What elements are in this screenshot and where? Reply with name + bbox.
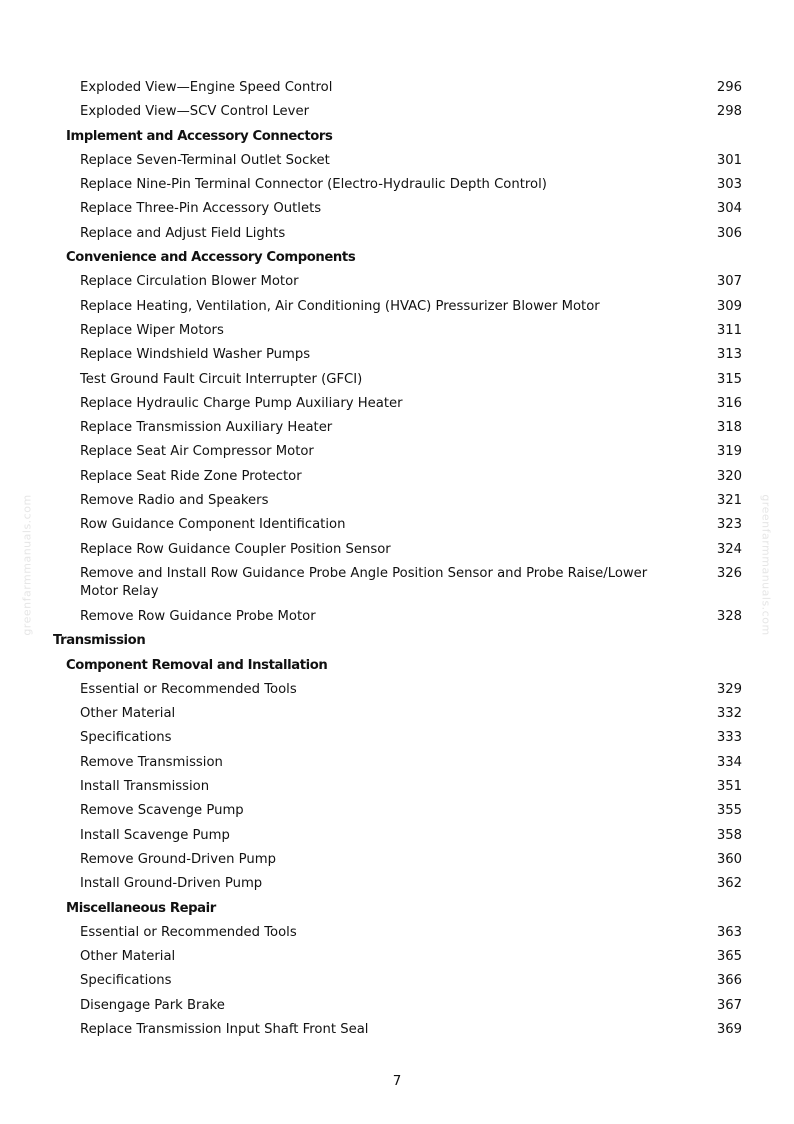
table-of-contents: [0, 76, 794, 1042]
toc-entry-page: 313: [716, 347, 742, 363]
toc-entry-page: 321: [716, 493, 742, 509]
toc-entry-title: Other Material: [80, 949, 176, 965]
toc-heading[interactable]: [0, 897, 794, 921]
toc-entry-title: Other Material: [80, 706, 176, 722]
toc-entry-page: 298: [716, 104, 742, 120]
toc-entry-page: 366: [716, 973, 742, 989]
toc-entry[interactable]: [0, 513, 794, 537]
toc-entry-title: Remove Transmission: [80, 754, 223, 770]
toc-entry-page: 355: [716, 803, 742, 819]
toc-entry[interactable]: [0, 848, 794, 872]
toc-entry-title: Test Ground Fault Circuit Interrupter (GFCI): [80, 371, 363, 387]
toc-entry[interactable]: [0, 489, 794, 513]
toc-entry[interactable]: [0, 678, 794, 702]
toc-entry-title: Replace and Adjust Field Lights: [80, 225, 286, 241]
toc-entry-page: 367: [716, 997, 742, 1013]
watermark-right: greenfarmmanuals.com: [759, 494, 773, 636]
toc-entry[interactable]: [0, 921, 794, 945]
toc-entry[interactable]: [0, 1018, 794, 1042]
toc-entry-title: Replace Wiper Motors: [80, 322, 224, 338]
toc-entry-title: Replace Transmission Auxiliary Heater: [80, 420, 333, 436]
toc-entry[interactable]: [0, 222, 794, 246]
page-number: 7: [392, 1073, 402, 1089]
toc-entry[interactable]: [0, 824, 794, 848]
toc-entry-page: 334: [716, 754, 742, 770]
toc-entry-title: Disengage Park Brake: [80, 997, 225, 1013]
toc-entry-title: Replace Three-Pin Accessory Outlets: [80, 201, 322, 217]
toc-entry[interactable]: [0, 173, 794, 197]
toc-entry[interactable]: [0, 538, 794, 562]
toc-entry[interactable]: [0, 149, 794, 173]
toc-entry-page: 323: [716, 517, 742, 533]
toc-entry-title: Replace Circulation Blower Motor: [80, 274, 299, 290]
toc-entry-page: 315: [716, 371, 742, 387]
toc-entry-title: Exploded View—Engine Speed Control: [80, 80, 333, 95]
toc-entry[interactable]: [0, 702, 794, 726]
toc-entry-title: Replace Hydraulic Charge Pump Auxiliary Heater: [80, 395, 403, 411]
toc-heading[interactable]: [0, 246, 794, 270]
toc-entry-page: 301: [716, 152, 742, 168]
toc-heading[interactable]: [0, 654, 794, 678]
watermark-left: greenfarmmanuals.com: [20, 494, 34, 636]
toc-entry-page: 309: [716, 298, 742, 314]
toc-entry[interactable]: [0, 465, 794, 489]
toc-entry-page: 365: [716, 949, 742, 965]
toc-entry[interactable]: [0, 270, 794, 294]
toc-entry-page: 320: [716, 468, 742, 484]
toc-entry-title: Install Scavenge Pump: [80, 827, 230, 843]
toc-entry[interactable]: [0, 799, 794, 823]
toc-entry[interactable]: [0, 605, 794, 629]
toc-entry-title: Remove Radio and Speakers: [80, 493, 269, 509]
toc-heading[interactable]: [0, 125, 794, 149]
toc-entry-title: Install Transmission: [80, 779, 210, 795]
toc-entry-page: 318: [716, 420, 742, 436]
toc-entry[interactable]: [0, 368, 794, 392]
toc-entry-page: 328: [716, 608, 742, 624]
toc-entry[interactable]: [0, 319, 794, 343]
toc-entry-title: Implement and Accessory Connectors: [66, 128, 333, 144]
toc-entry-page: 296: [716, 80, 742, 95]
toc-entry-page: 363: [716, 924, 742, 940]
toc-entry-title: Replace Seven-Terminal Outlet Socket: [80, 152, 330, 168]
toc-entry-title: Remove Row Guidance Probe Motor: [80, 608, 316, 624]
toc-entry-title: Convenience and Accessory Components: [66, 250, 356, 266]
toc-entry[interactable]: [0, 295, 794, 319]
toc-entry-page: 360: [716, 851, 742, 867]
toc-entry[interactable]: [0, 994, 794, 1018]
toc-entry-title: Replace Row Guidance Coupler Position Sensor: [80, 541, 391, 557]
toc-entry-page: 362: [716, 876, 742, 892]
toc-entry-title: Exploded View—SCV Control Lever: [80, 104, 309, 120]
toc-entry[interactable]: [0, 343, 794, 367]
toc-entry-page: 333: [716, 730, 742, 746]
toc-entry-page: 306: [716, 225, 742, 241]
toc-entry-title: Replace Heating, Ventilation, Air Conditioning (HVAC) Pressurizer Blower Motor: [80, 298, 600, 314]
toc-entry-title: Remove Ground-Driven Pump: [80, 851, 276, 867]
toc-entry-title: Specifications: [80, 730, 172, 746]
toc-entry-title: Miscellaneous Repair: [66, 900, 216, 916]
toc-entry[interactable]: [0, 76, 794, 100]
toc-entry-page: 316: [716, 395, 742, 411]
toc-entry[interactable]: [0, 416, 794, 440]
toc-entry-page: 332: [716, 706, 742, 722]
toc-entry-title: Replace Nine-Pin Terminal Connector (Electro-Hydraulic Depth Control): [80, 177, 547, 193]
toc-entry-page: 351: [716, 779, 742, 795]
toc-entry[interactable]: [0, 440, 794, 464]
toc-entry-page: 304: [716, 201, 742, 217]
toc-entry-page: 369: [716, 1021, 742, 1037]
toc-entry-title: Specifications: [80, 973, 172, 989]
toc-entry[interactable]: [0, 872, 794, 896]
toc-entry-page: 326: [716, 565, 742, 581]
toc-heading[interactable]: [0, 629, 794, 653]
toc-entry-page: 324: [716, 541, 742, 557]
toc-entry-title: Essential or Recommended Tools: [80, 924, 297, 940]
toc-entry-title: Remove and Install Row Guidance Probe Angle Position Sensor and Probe Raise/Lower Motor Relay: [80, 565, 648, 599]
toc-entry-page: 303: [716, 177, 742, 193]
toc-entry-page: 307: [716, 274, 742, 290]
toc-entry-title: Replace Windshield Washer Pumps: [80, 347, 311, 363]
toc-entry[interactable]: [0, 726, 794, 750]
toc-entry-page: 358: [716, 827, 742, 843]
toc-entry-title: Replace Seat Air Compressor Motor: [80, 444, 314, 460]
toc-entry-title: Transmission: [53, 633, 146, 649]
toc-entry-page: 311: [716, 322, 742, 338]
toc-entry[interactable]: [0, 392, 794, 416]
toc-entry[interactable]: [0, 562, 794, 605]
toc-entry-page: 329: [716, 681, 742, 697]
toc-entry-title: Replace Seat Ride Zone Protector: [80, 468, 302, 484]
toc-entry[interactable]: [0, 751, 794, 775]
toc-entry-title: Remove Scavenge Pump: [80, 803, 244, 819]
toc-entry-title: Component Removal and Installation: [66, 657, 328, 673]
toc-entry-page: 319: [716, 444, 742, 460]
toc-entry-title: Replace Transmission Input Shaft Front Seal: [80, 1021, 369, 1037]
toc-entry[interactable]: [0, 945, 794, 969]
toc-entry-title: Essential or Recommended Tools: [80, 681, 297, 697]
toc-entry[interactable]: [0, 100, 794, 124]
toc-entry-title: Row Guidance Component Identification: [80, 517, 346, 533]
toc-entry[interactable]: [0, 197, 794, 221]
toc-entry-title: Install Ground-Driven Pump: [80, 876, 263, 892]
toc-entry[interactable]: [0, 775, 794, 799]
toc-entry[interactable]: [0, 969, 794, 993]
